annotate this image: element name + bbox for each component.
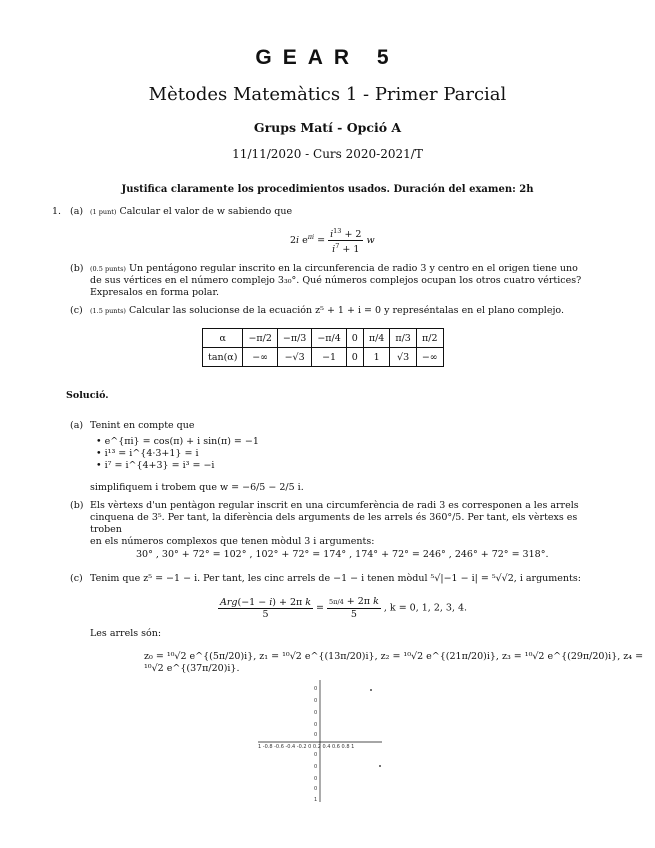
y-tick-label: 0 xyxy=(314,752,318,758)
table-cell: −π/2 xyxy=(243,329,277,348)
part-b-label: (b) xyxy=(70,263,84,274)
table-cell: π/3 xyxy=(390,329,417,348)
table-cell: π/4 xyxy=(363,329,390,348)
part-c-points: (1.5 punts) xyxy=(90,307,126,315)
y-tick-label: 0 xyxy=(314,698,318,704)
table-cell: −1 xyxy=(312,348,346,367)
part-b-line1: Un pentágono regular inscrito en la circunferencia de radio 3 y centro en el origen tiene uno xyxy=(129,263,578,274)
table-cell: tan(α) xyxy=(203,348,243,367)
bullet-item: • e^{πi} = cos(π) + i sin(π) = −1 xyxy=(96,436,259,447)
y-tick-label: 0 xyxy=(314,776,318,782)
solution-b-line3: en els números complexos que tenen mòdul 3 i arguments: xyxy=(90,536,375,547)
y-tick-label: 0 xyxy=(314,786,318,792)
solution-c-line1: Tenim que z⁵ = −1 − i. Per tant, les cinc arrels de −1 − i tenen mòdul ⁵√|−1 − i| = ⁵√√2, i arguments: xyxy=(90,573,581,584)
roots-plot xyxy=(250,676,395,806)
solution-a-conclusion: simplifiquem i trobem que w = −6/5 − 2/5 i. xyxy=(90,482,304,493)
table-cell: π/2 xyxy=(416,329,443,348)
group-subtitle: Grups Matí - Opció A xyxy=(253,120,402,135)
y-tick-label: 0 xyxy=(314,722,318,728)
root-point xyxy=(379,765,381,767)
table-cell: α xyxy=(203,329,243,348)
solution-a-label: (a) xyxy=(70,420,84,431)
solution-b-line1: Els vèrtexs d'un pentàgon regular inscrit en una circumferència de radi 3 es corresponen a les arrels xyxy=(90,500,579,511)
part-a-points: (1 punt) xyxy=(90,208,117,216)
page-title: Mètodes Matemàtics 1 - Primer Parcial xyxy=(148,84,507,105)
part-c-text: Calcular las solucionse de la ecuación z⁵ + 1 + i = 0 y represéntalas en el plano complejo. xyxy=(129,305,564,316)
solution-c-k-values: , k = 0, 1, 2, 3, 4. xyxy=(383,602,468,614)
part-b-points: (0.5 punts) xyxy=(90,265,126,273)
table-row xyxy=(203,329,444,348)
bullet-text: e^{πi} = cos(π) + i sin(π) = −1 xyxy=(104,436,259,447)
solution-a-intro: Tenint en compte que xyxy=(90,420,195,431)
part-a-statement xyxy=(90,206,292,218)
solution-heading: Solució. xyxy=(66,390,109,401)
solution-c-roots: z₀ = ¹⁰√2 e^{(5π/20)i}, z₁ = ¹⁰√2 e^{(13π/20)i}, z₂ = ¹⁰√2 e^{(21π/20)i}, z₃ = ¹⁰√2 e^{(29π/20)i}, z₄ = ¹⁰√2 e^{(37π/20)i}. xyxy=(144,651,644,674)
equation-a: 2i $e^{\pi i}$ = $\frac{i^{13} + 2}{i^7 + 1}$ w xyxy=(290,227,375,256)
root-point xyxy=(370,689,372,691)
bullet-item: • i⁷ = i^{4+3} = i³ = −i xyxy=(96,460,215,471)
y-tick-label: 0 xyxy=(314,710,318,716)
bullet-text: i⁷ = i^{4+3} = i³ = −i xyxy=(104,460,215,471)
solution-c-label: (c) xyxy=(70,573,83,584)
part-b-line2: de sus vértices en el número complejo 3₃₀°. Qué números complejos ocupan los otros cuatro vértices? xyxy=(90,275,582,286)
solution-a-bullets xyxy=(96,436,259,472)
part-c-statement xyxy=(90,305,590,317)
solution-c-roots-intro: Les arrels són: xyxy=(90,628,162,639)
solution-b-arguments: 30° , 30° + 72° = 102° , 102° + 72° = 174° , 174° + 72° = 246° , 246° + 72° = 318°. xyxy=(136,549,549,560)
part-a-text: Calcular el valor de w sabiendo que xyxy=(119,206,293,217)
bullet-item: • i¹³ = i^{4·3+1} = i xyxy=(96,448,199,459)
table-cell: 1 xyxy=(363,348,390,367)
solution-b-line2: cinquena de 3⁵. Per tant, la diferència dels arguments de les arrels és 360°/5. Per tant, els vèrtexs es troben xyxy=(90,512,578,535)
table-cell: −√3 xyxy=(277,348,311,367)
x-tick-labels: 1 -0.8 -0.6 -0.4 -0.2 0 0.2 0.4 0.6 0.8 1 xyxy=(258,744,355,750)
brand-logo: GEAR 5 xyxy=(255,46,400,69)
solution-b-text xyxy=(90,500,590,548)
table-cell: 0 xyxy=(346,329,363,348)
solution-c-formula: $\frac{\text{Arg(−1 − i) + 2π k}}{5}$ = $\frac{\text{5π/4 + 2π k}}{5}$ , k = 0, 1, 2, 3, 4. xyxy=(220,596,468,620)
tangent-table xyxy=(202,328,444,367)
part-a-label: (a) xyxy=(70,206,84,217)
part-c-label: (c) xyxy=(70,305,83,316)
part-b-statement xyxy=(90,263,590,299)
table-cell: −π/3 xyxy=(277,329,311,348)
table-cell: −∞ xyxy=(416,348,443,367)
y-tick-label: 1 xyxy=(314,797,318,803)
y-tick-label: 0 xyxy=(314,732,318,738)
part-b-line3: Expresalos en forma polar. xyxy=(90,287,219,298)
y-tick-label: 0 xyxy=(314,764,318,770)
table-cell: √3 xyxy=(390,348,417,367)
problem-number: 1. xyxy=(52,206,62,217)
bullet-text: i¹³ = i^{4·3+1} = i xyxy=(104,448,199,459)
exam-instructions: Justifica claramente los procedimientos usados. Duración del examen: 2h xyxy=(121,184,534,195)
table-cell: −π/4 xyxy=(312,329,346,348)
table-cell: 0 xyxy=(346,348,363,367)
table-row xyxy=(203,348,444,367)
date-line: 11/11/2020 - Curs 2020-2021/T xyxy=(232,147,423,161)
y-tick-label: 0 xyxy=(314,686,318,692)
table-cell: −∞ xyxy=(243,348,277,367)
solution-b-label: (b) xyxy=(70,500,84,511)
